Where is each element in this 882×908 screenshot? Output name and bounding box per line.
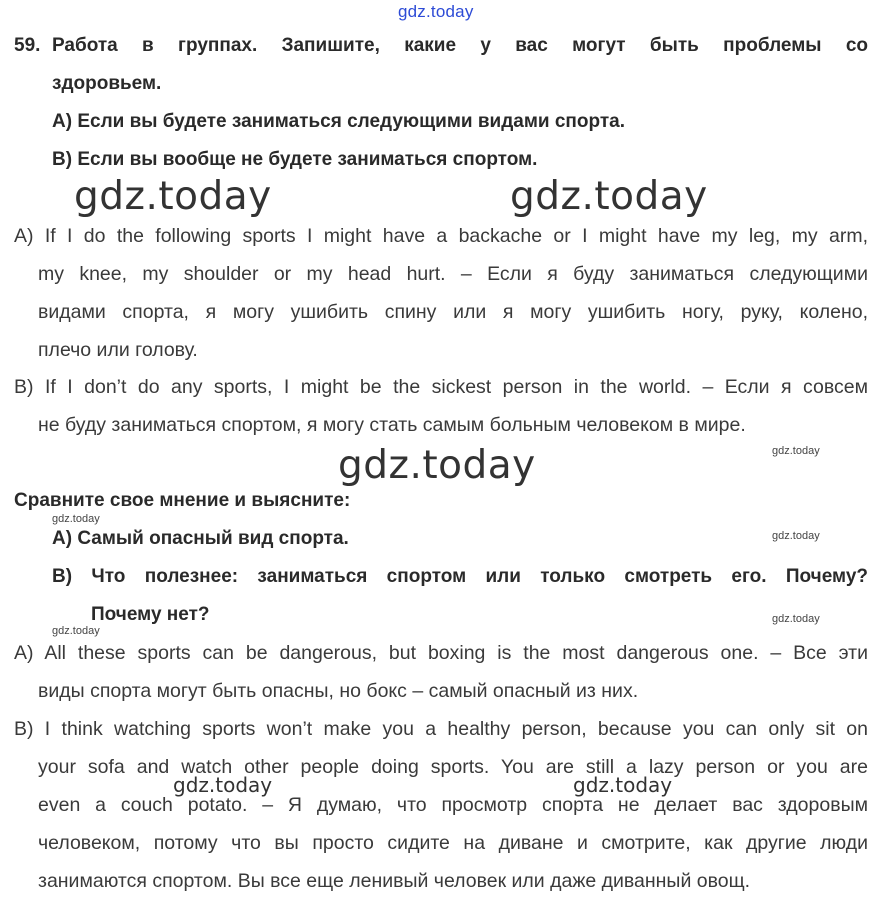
answer-line: even a couch potato. – Я думаю, что просмотр спорта не делает вас здоровым xyxy=(38,794,868,816)
answer-line: A) If I do the following sports I might have a backache or I might have my leg, my arm, xyxy=(14,225,868,247)
answer-line: your sofa and watch other people doing sports. You are still a lazy person or you are xyxy=(38,756,868,778)
task-item-b: В) Что полезнее: заниматься спортом или только смотреть его. Почему? xyxy=(52,566,868,587)
watermark-large-right: gdz.today xyxy=(510,174,708,219)
answer-line: B) I think watching sports won’t make you a healthy person, because you can only sit on xyxy=(14,718,868,740)
watermark-large-left: gdz.today xyxy=(74,174,272,219)
answer-line: не буду заниматься спортом, я могу стать самым больным человеком в мире. xyxy=(38,414,746,436)
answer-line: my knee, my shoulder or my head hurt. – Если я буду заниматься следующими xyxy=(38,263,868,285)
answer-line: занимаются спортом. Вы все еще ленивый человек или даже диванный овощ. xyxy=(38,870,751,892)
task-line: здоровьем. xyxy=(52,73,162,94)
answer-line: B) If I don’t do any sports, I might be the sickest person in the world. – Если я совсем xyxy=(14,376,868,398)
watermark-small: gdz.today xyxy=(772,613,820,625)
watermark-small: gdz.today xyxy=(52,625,100,637)
watermark-mid-left: gdz.today xyxy=(173,773,273,797)
task-number: 59. xyxy=(14,35,41,56)
task-item-a: А) Если вы будете заниматься следующими видами спорта. xyxy=(52,111,626,132)
task-line: Работа в группах. Запишите, какие у вас могут быть проблемы со xyxy=(52,35,868,56)
task-item-b-cont: Почему нет? xyxy=(91,604,210,625)
watermark-small: gdz.today xyxy=(772,445,820,457)
task-heading: Сравните свое мнение и выясните: xyxy=(14,490,351,511)
answer-line: видами спорта, я могу ушибить спину или я могу ушибить ногу, руку, колено, xyxy=(38,301,868,323)
answer-line: человеком, потому что вы просто сидите на диване и смотрите, как другие люди xyxy=(38,832,868,854)
watermark-mid-right: gdz.today xyxy=(573,773,673,797)
task-item-a: А) Самый опасный вид спорта. xyxy=(52,528,349,549)
watermark-small: gdz.today xyxy=(772,530,820,542)
answer-line: плечо или голову. xyxy=(38,339,198,361)
watermark-top: gdz.today xyxy=(398,2,474,21)
task-item-b: В) Если вы вообще не будете заниматься спортом. xyxy=(52,149,538,170)
answer-line: A) All these sports can be dangerous, but boxing is the most dangerous one. – Все эти xyxy=(14,642,868,664)
watermark-large-center: gdz.today xyxy=(338,443,536,488)
answer-line: виды спорта могут быть опасны, но бокс – самый опасный из них. xyxy=(38,680,639,702)
watermark-small: gdz.today xyxy=(52,513,100,525)
